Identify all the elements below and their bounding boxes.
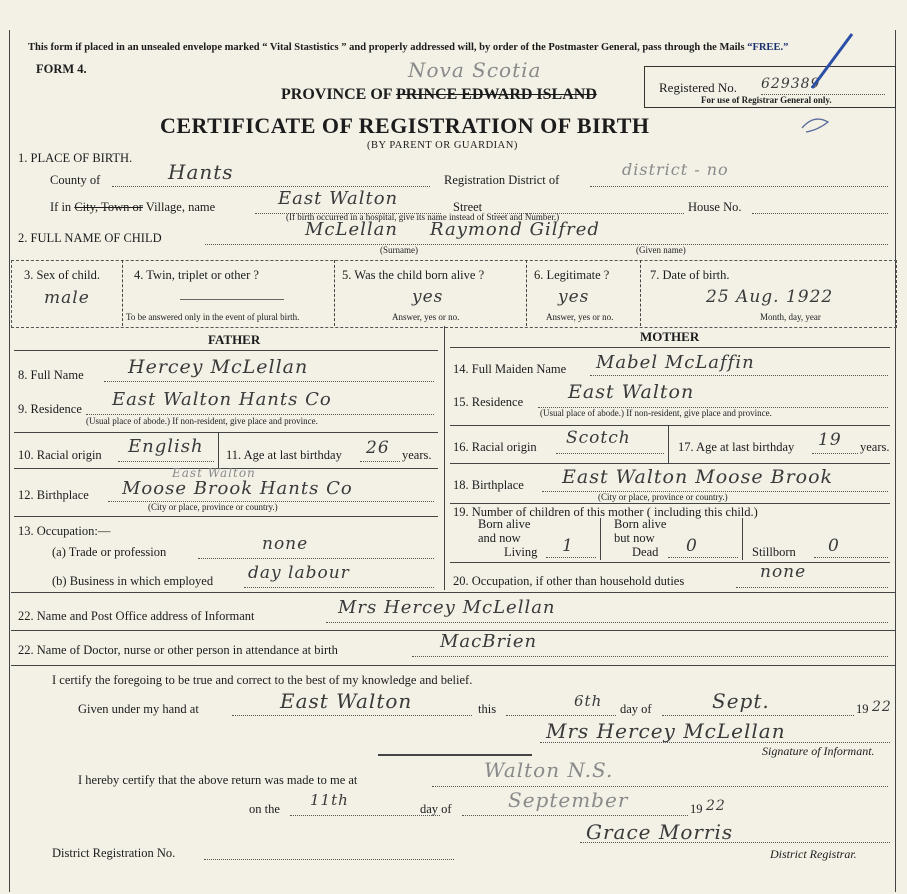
certificate-title: CERTIFICATE OF REGISTRATION OF BIRTH	[160, 113, 650, 138]
father-residence-note: (Usual place of abode.) If non-resident, give place and province.	[86, 416, 318, 426]
province-handwritten: Nova Scotia	[408, 58, 542, 82]
county-label: County of	[50, 173, 101, 187]
child-name-label: 2. FULL NAME OF CHILD	[18, 231, 162, 245]
trade-label: (a) Trade or profession	[52, 545, 167, 559]
father-racial-label: 10. Racial origin	[18, 448, 102, 462]
stillborn-label: Stillborn	[752, 545, 796, 559]
given-day: 6th	[574, 692, 603, 710]
mother-age-years: years.	[860, 440, 890, 454]
mother-heading: MOTHER	[640, 329, 700, 344]
stillborn-value: 0	[828, 536, 840, 556]
father-residence-label: 9. Residence	[18, 402, 82, 416]
mother-residence-label: 15. Residence	[453, 395, 524, 409]
registrar-day: 11th	[310, 791, 349, 809]
born-alive-dead-b: but now	[614, 531, 655, 545]
mother-name-label: 14. Full Maiden Name	[453, 362, 567, 376]
father-name-label: 8. Full Name	[18, 368, 84, 382]
born-alive-dead-a: Born alive	[614, 517, 667, 531]
born-alive-living-a: Born alive	[478, 517, 531, 531]
mother-birthplace: East Walton Moose Brook	[562, 466, 834, 488]
twin-note: To be answered only in the event of plural birth.	[126, 312, 300, 322]
mother-name: Mabel McLaffin	[596, 352, 755, 373]
father-age: 26	[366, 438, 390, 458]
informant-signature: Mrs Hercey McLellan	[546, 719, 786, 743]
ink-mark	[800, 30, 860, 140]
given-day-of: day of	[620, 702, 652, 716]
district-label: Registration District of	[444, 173, 560, 187]
registrar-statement: I hereby certify that the above return was made to me at	[78, 773, 358, 787]
given-place: East Walton	[280, 689, 413, 713]
registrar-year-prefix: 19	[690, 802, 703, 816]
form-number: FORM 4.	[36, 62, 87, 76]
born-alive-note: Answer, yes or no.	[392, 312, 460, 322]
mother-residence: East Walton	[568, 381, 695, 403]
village-label: If in City, Town or Village, name	[50, 200, 216, 214]
born-alive-value: yes	[412, 287, 444, 307]
informant-signature-label: Signature of Informant.	[762, 744, 875, 758]
right-border	[895, 30, 896, 892]
business-value: day labour	[248, 563, 350, 583]
father-heading: FATHER	[208, 332, 261, 347]
father-residence: East Walton Hants Co	[112, 389, 332, 410]
father-racial: English	[128, 436, 204, 457]
parents-divider	[444, 326, 445, 590]
district-value: district - no	[622, 160, 729, 179]
house-label: House No.	[688, 200, 742, 214]
father-occupation-label: 13. Occupation:—	[18, 524, 111, 538]
registrar-year: 22	[706, 798, 726, 814]
this-label: this	[478, 702, 497, 716]
mail-notice: This form if placed in an unsealed envelope marked “ Vital Stastistics ” and properly addressed will, by order of the Postmaster General, pass through the Mails “FREE.”	[28, 42, 789, 53]
registered-number: 629389	[761, 76, 821, 92]
given-year: 22	[872, 699, 892, 715]
on-the-label: on the	[249, 802, 280, 816]
mother-occupation: none	[760, 562, 807, 582]
left-border	[9, 30, 10, 892]
mother-racial: Scotch	[566, 428, 631, 448]
given-year-prefix: 19	[856, 702, 869, 716]
mother-occupation-label: 20. Occupation, if other than household duties	[453, 574, 685, 588]
certify-statement: I certify the foregoing to be true and correct to the best of my knowledge and belief.	[52, 673, 473, 687]
registrar-day-of: day of	[420, 802, 452, 816]
father-birthplace-above: East Walton	[172, 466, 256, 480]
child-surname: McLellan	[305, 219, 398, 240]
legitimate-label: 6. Legitimate ?	[534, 268, 610, 282]
date-of-birth-note: Month, day, year	[760, 312, 821, 322]
sex-value: male	[44, 288, 90, 308]
informant-value: Mrs Hercey McLellan	[338, 597, 556, 618]
father-name: Hercey McLellan	[128, 356, 309, 378]
registrar-signature: Grace Morris	[586, 820, 734, 844]
village-value: East Walton	[278, 188, 399, 209]
district-registrar-label: District Registrar.	[770, 847, 857, 861]
mother-birthplace-note: (City or place, province or country.)	[598, 492, 728, 502]
children-count-label: 19. Number of children of this mother ( including this child.)	[453, 505, 758, 519]
registrar-month: September	[508, 788, 629, 812]
business-label: (b) Business in which employed	[52, 574, 214, 588]
twin-label: 4. Twin, triplet or other ?	[134, 268, 259, 282]
surname-note: (Surname)	[380, 245, 418, 255]
date-of-birth-value: 25 Aug. 1922	[706, 287, 834, 307]
living-label: Living	[504, 545, 538, 559]
date-of-birth-label: 7. Date of birth.	[650, 268, 730, 282]
county-value: Hants	[168, 160, 234, 184]
born-alive-label: 5. Was the child born alive ?	[342, 268, 485, 282]
doctor-label: 22. Name of Doctor, nurse or other person in attendance at birth	[18, 643, 338, 657]
registered-label: Registered No.	[659, 80, 737, 95]
certificate-subtitle: (BY PARENT OR GUARDIAN)	[367, 140, 518, 151]
dead-label: Dead	[632, 545, 659, 559]
father-birthplace-label: 12. Birthplace	[18, 488, 89, 502]
born-alive-living-b: and now	[478, 531, 521, 545]
street-label: Street	[453, 200, 483, 214]
mother-age-label: 17. Age at last birthday	[678, 440, 795, 454]
doctor-value: MacBrien	[440, 631, 538, 652]
sex-label: 3. Sex of child.	[24, 268, 101, 282]
father-age-label: 11. Age at last birthday	[226, 448, 342, 462]
father-birthplace: Moose Brook Hants Co	[122, 478, 353, 499]
mother-residence-note: (Usual place of abode.) If non-resident, give place and province.	[540, 408, 772, 418]
informant-label: 22. Name and Post Office address of Informant	[18, 609, 255, 623]
trade-value: none	[262, 534, 309, 554]
mother-racial-label: 16. Racial origin	[453, 440, 537, 454]
father-age-years: years.	[402, 448, 432, 462]
child-given-name: Raymond Gilfred	[430, 219, 600, 240]
given-label: Given under my hand at	[78, 702, 199, 716]
given-month: Sept.	[712, 689, 770, 713]
registered-note: For use of Registrar General only.	[701, 95, 832, 105]
place-of-birth-heading: 1. PLACE OF BIRTH.	[18, 151, 133, 165]
legitimate-value: yes	[558, 287, 590, 307]
street-note: (If birth occurred in a hospital, give its name instead of Street and Number.)	[286, 212, 560, 222]
province-line: PROVINCE OF PRINCE EDWARD ISLAND	[281, 86, 597, 103]
dead-value: 0	[686, 536, 698, 556]
father-birthplace-note: (City or place, province or country.)	[148, 502, 278, 512]
given-note: (Given name)	[636, 245, 686, 255]
mother-age: 19	[818, 430, 842, 450]
district-registration-no-label: District Registration No.	[52, 846, 176, 860]
mother-birthplace-label: 18. Birthplace	[453, 478, 524, 492]
registrar-place: Walton N.S.	[484, 758, 614, 782]
legitimate-note: Answer, yes or no.	[546, 312, 614, 322]
living-value: 1	[562, 536, 574, 556]
